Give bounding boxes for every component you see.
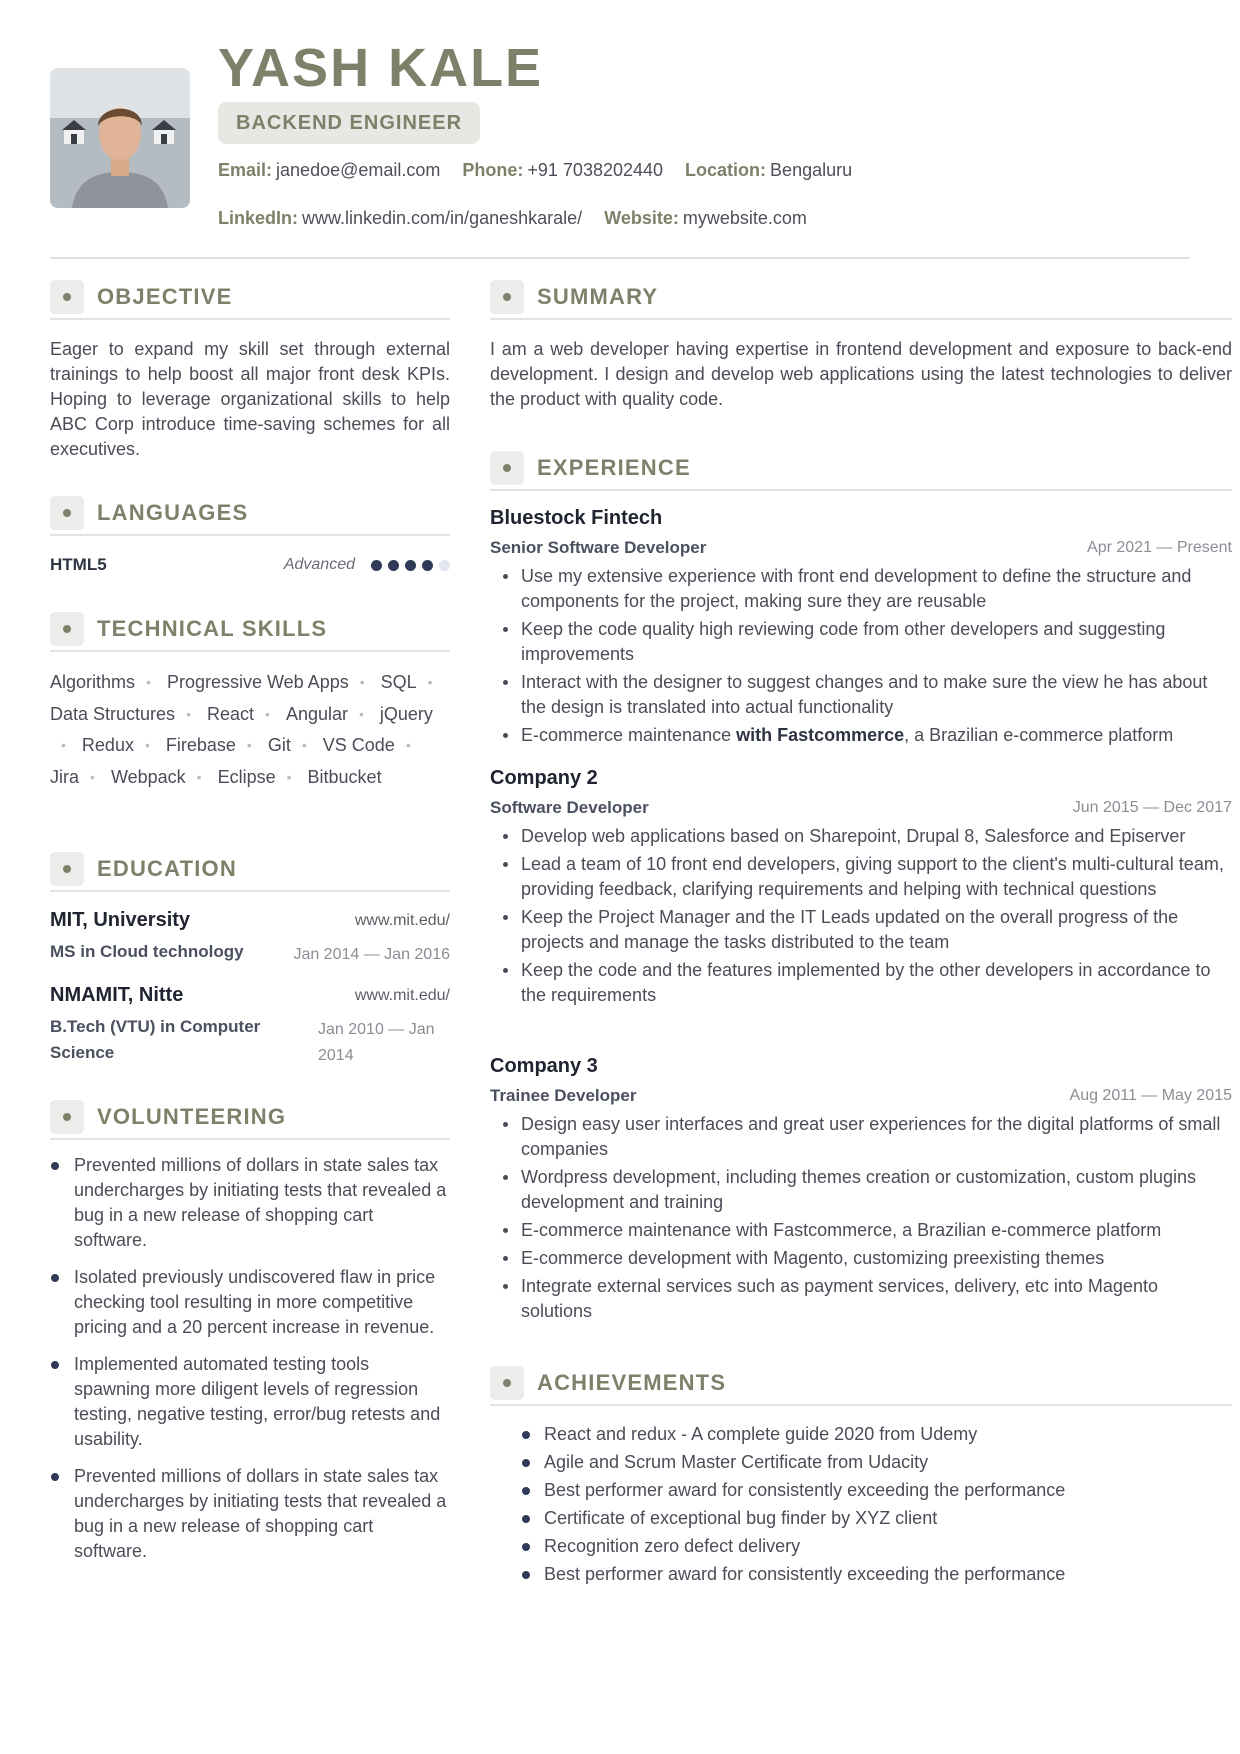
contact-row-1 <box>218 160 874 181</box>
list-item <box>490 723 1232 748</box>
rating-dot <box>439 560 450 571</box>
section-title: ACHIEVEMENTS <box>537 1370 727 1395</box>
skill-separator: • <box>301 737 307 753</box>
contact-email-label: Email: <box>218 160 273 180</box>
contact-phone-value[interactable]: +91 7038202440 <box>527 160 664 180</box>
bullet-icon <box>50 612 84 646</box>
job-dates: Jun 2015 — Dec 2017 <box>1072 799 1232 816</box>
summary-heading <box>490 280 1232 320</box>
skill-item: Webpack <box>110 766 186 787</box>
skill-item: Angular <box>285 703 348 724</box>
candidate-name: YASH KALE <box>218 38 544 98</box>
skill-item: Progressive Web Apps <box>166 672 349 692</box>
skill-separator: • <box>196 768 202 785</box>
degree: MS in Cloud technology <box>50 942 244 961</box>
list-item: Develop web applications based on Sharepoint, Drupal 8, Salesforce and Episerver <box>490 824 1232 849</box>
skills-list <box>50 667 450 793</box>
list-item: Keep the code quality high reviewing code from other developers and suggesting improvements <box>490 617 1232 667</box>
skill-separator: • <box>246 737 252 753</box>
skill-separator: • <box>359 674 365 690</box>
job-bullets <box>490 824 1232 1011</box>
list-item: Wordpress development, including themes creation or customization, custom plugins development and training <box>490 1165 1232 1215</box>
skill-item: Algorithms <box>50 672 136 692</box>
job-bullets <box>490 1112 1232 1327</box>
job-title: Software Developer <box>490 798 649 817</box>
rating-dot <box>371 560 382 571</box>
dates-line: 2014 <box>318 1047 354 1064</box>
language-row <box>50 553 450 579</box>
languages-heading <box>50 496 450 536</box>
list-item: Design easy user interfaces and great user experiences for the digital platforms of small companies <box>490 1112 1232 1162</box>
list-item: Agile and Scrum Master Certificate from Udacity <box>490 1450 1232 1475</box>
contact-email[interactable] <box>218 160 440 181</box>
school-website[interactable]: www.mit.edu/ <box>354 987 450 1004</box>
list-item: Certificate of exceptional bug finder by XYZ client <box>490 1506 1232 1531</box>
skill-separator: • <box>358 705 364 722</box>
contact-location <box>685 160 852 181</box>
skill-item: Firebase <box>165 735 236 755</box>
list-item: Best performer award for consistently exceeding the performance <box>490 1478 1232 1503</box>
list-item: Lead a team of 10 front end developers, giving support to the client's multi-cultural team, providing feedback, clarifying requirements and helping with technical questions <box>490 852 1232 902</box>
achievements-list <box>490 1422 1232 1590</box>
list-item: Implemented automated testing tools spawning more diligent levels of regression testing, negative testing, error/bug retests and usability. <box>50 1352 450 1452</box>
contact-location-value: Bengaluru <box>770 160 853 180</box>
contact-email-value[interactable]: janedoe@email.com <box>276 160 441 180</box>
bullet-icon <box>50 1100 84 1134</box>
list-item: Prevented millions of dollars in state sales tax undercharges by initiating tests that revealed a bug in a new release of shopping cart software. <box>50 1464 450 1564</box>
bullet-icon <box>490 1366 524 1400</box>
job-title: Trainee Developer <box>490 1086 637 1105</box>
summary-text: I am a web developer having expertise in frontend development and exposure to back-end development. I design and develop web applications using the latest technologies to deliver the product with quality code. <box>490 339 1232 409</box>
list-item: React and redux - A complete guide 2020 from Udemy <box>490 1422 1232 1447</box>
list-item: E-commerce development with Magento, customizing preexisting themes <box>490 1246 1232 1271</box>
company-name: Bluestock Fintech <box>490 507 663 529</box>
contact-website[interactable] <box>604 208 807 229</box>
list-item: Keep the code and the features implemented by the other developers in accordance to the requirements <box>490 958 1232 1008</box>
list-item: Use my extensive experience with front end development to define the structure and components for the project, making sure they are reusable <box>490 564 1232 614</box>
education-dates: Jan 2014 — Jan 2016 <box>293 946 450 963</box>
achievements-heading <box>490 1366 1232 1406</box>
objective-heading <box>50 280 450 320</box>
contact-location-label: Location: <box>685 160 767 180</box>
company-name: Company 3 <box>490 1055 598 1077</box>
role-title: BACKEND ENGINEER <box>236 111 463 134</box>
contact-linkedin-label: LinkedIn: <box>218 208 298 228</box>
experience-heading <box>490 451 1232 491</box>
bullet-icon <box>50 280 84 314</box>
degree <box>50 1014 260 1066</box>
section-title: LANGUAGES <box>97 500 249 525</box>
contact-linkedin[interactable] <box>218 208 582 229</box>
skill-separator: • <box>286 768 292 785</box>
job-title: Senior Software Developer <box>490 538 707 557</box>
text-run: E-commerce maintenance <box>521 725 737 745</box>
skill-separator: • <box>265 705 270 722</box>
list-item: E-commerce maintenance with Fastcommerce, a Brazilian e-commerce platform <box>490 1218 1232 1243</box>
degree-line: Science <box>50 1043 115 1062</box>
list-item: Recognition zero defect delivery <box>490 1534 1232 1559</box>
skill-separator: • <box>144 737 150 753</box>
education-dates <box>318 1017 450 1069</box>
rating-dot <box>405 560 416 571</box>
contact-row-2 <box>218 208 829 229</box>
bold-text: with Fastcommerce <box>736 725 905 745</box>
role-badge <box>218 102 480 144</box>
bullet-icon <box>490 280 524 314</box>
skill-item: jQuery <box>379 703 433 724</box>
rating-dot <box>422 560 433 571</box>
skill-item: React <box>206 703 255 724</box>
objective-text: Eager to expand my skill set through external trainings to help boost all major front desk KPIs. Hoping to leverage organizational skills to help ABC Corp introduce time-saving schemes for all executives. <box>50 339 450 459</box>
skill-item: VS Code <box>322 735 395 755</box>
skill-separator: • <box>186 705 191 722</box>
rating-dot <box>388 560 399 571</box>
education-heading <box>50 852 450 892</box>
skill-separator: • <box>61 737 66 753</box>
skill-item: Eclipse <box>217 766 276 787</box>
list-item: Keep the Project Manager and the IT Leads updated on the overall progress of the projects and manage the tasks distributed to the team <box>490 905 1232 955</box>
volunteering-heading <box>50 1100 450 1140</box>
section-title: OBJECTIVE <box>97 284 233 309</box>
contact-linkedin-link[interactable]: www.linkedin.com/in/ganeshkarale/ <box>302 208 583 228</box>
list-item: Integrate external services such as payment services, delivery, etc into Magento solutions <box>490 1274 1232 1324</box>
skill-item: Bitbucket <box>307 766 382 787</box>
text-run: , a Brazilian e-commerce platform <box>904 725 1174 745</box>
skill-item: SQL <box>380 672 417 692</box>
dates-line: Jan 2010 — Jan <box>318 1021 435 1038</box>
contact-phone-label: Phone: <box>462 160 524 180</box>
contact-website-link[interactable]: mywebsite.com <box>682 208 807 228</box>
section-title: TECHNICAL SKILLS <box>97 616 328 641</box>
skill-separator: • <box>427 674 433 690</box>
skill-separator: • <box>146 674 151 690</box>
skill-separator: • <box>405 737 411 753</box>
language-name: HTML5 <box>50 555 107 574</box>
bullet-icon <box>50 496 84 530</box>
skill-item: Data Structures <box>50 703 176 724</box>
section-title: EDUCATION <box>97 856 237 881</box>
skill-item: Git <box>267 735 291 755</box>
list-item: Prevented millions of dollars in state sales tax undercharges by initiating tests that revealed a bug in a new release of shopping cart software. <box>50 1153 450 1253</box>
technical-skills-heading <box>50 612 450 652</box>
language-level: Advanced <box>283 556 355 573</box>
list-item: Best performer award for consistently exceeding the performance <box>490 1562 1232 1587</box>
school-website[interactable]: www.mit.edu/ <box>354 912 450 929</box>
skill-item: Jira <box>50 766 80 787</box>
section-title: VOLUNTEERING <box>97 1104 287 1129</box>
skill-item: Redux <box>81 735 134 755</box>
section-title: EXPERIENCE <box>537 455 691 480</box>
job-dates: Apr 2021 — Present <box>1087 539 1232 556</box>
bullet-icon <box>50 852 84 886</box>
skill-separator: • <box>90 768 95 785</box>
company-name: Company 2 <box>490 767 598 789</box>
header-divider <box>50 257 1190 259</box>
job-bullets <box>490 564 1232 751</box>
degree-line: B.Tech (VTU) in Computer <box>50 1017 261 1036</box>
contact-phone[interactable] <box>462 160 663 181</box>
section-title: SUMMARY <box>537 284 659 309</box>
job-dates: Aug 2011 — May 2015 <box>1069 1087 1232 1104</box>
list-item: Isolated previously undiscovered flaw in price checking tool resulting in more competitive pricing and a 20 percent increase in revenue. <box>50 1265 450 1340</box>
language-rating <box>365 560 450 571</box>
bullet-icon <box>490 451 524 485</box>
school-name: NMAMIT, Nitte <box>50 984 184 1006</box>
list-item: Interact with the designer to suggest changes and to make sure the view he has about the design is translated into actual functionality <box>490 670 1232 720</box>
contact-website-label: Website: <box>604 208 679 228</box>
volunteering-list <box>50 1153 450 1576</box>
school-name: MIT, University <box>50 909 191 931</box>
profile-photo <box>50 68 190 208</box>
